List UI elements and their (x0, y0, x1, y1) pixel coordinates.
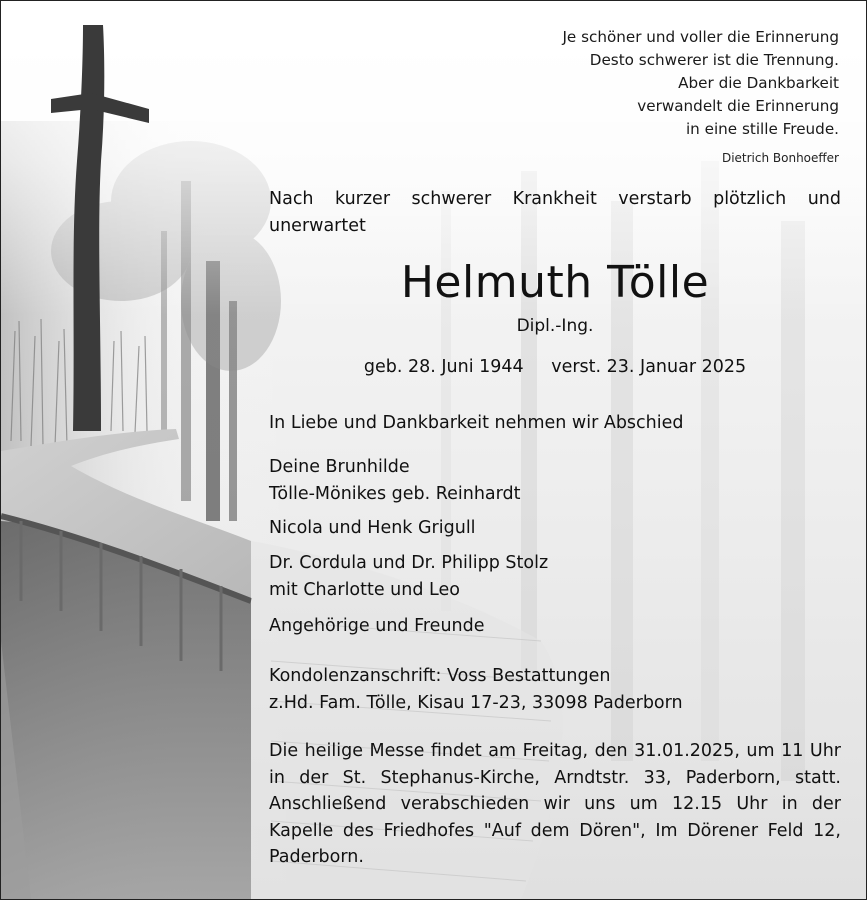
quote-line: Desto schwerer ist die Trennung. (589, 51, 839, 69)
deceased-name: Helmuth Tölle (400, 257, 710, 308)
farewell-text: In Liebe und Dankbarkeit nehmen wir Abschied (269, 413, 684, 433)
mourner-line: Dr. Cordula und Dr. Philipp Stolz (269, 553, 549, 573)
mourners-group (269, 550, 841, 603)
life-dates (269, 357, 841, 377)
mourner-line: Tölle-Mönikes geb. Reinhardt (269, 483, 521, 504)
quote (419, 26, 839, 141)
condolence-line: z.Hd. Fam. Tölle, Kisau 17-23, 33098 Paderborn (269, 692, 683, 713)
intro-text: Nach kurzer schwerer Krankheit verstarb plötzlich und unerwartet (269, 189, 841, 236)
mourner-line: Nicola und Henk Grigull (269, 518, 476, 538)
condolence-line: Kondolenzanschrift: Voss Bestattungen (269, 666, 611, 686)
notice-text (269, 1, 839, 900)
mourners-group (269, 454, 841, 507)
deceased-title: Dipl.-Ing. (516, 316, 594, 336)
quote-line: Aber die Dankbarkeit (678, 74, 839, 92)
quote-line: verwandelt die Erinnerung (637, 97, 839, 115)
mourner-line: Deine Brunhilde (269, 457, 410, 477)
condolence-address (269, 663, 841, 716)
birth-date: geb. 28. Juni 1944 (363, 357, 524, 377)
death-date: verst. 23. Januar 2025 (551, 357, 747, 377)
mourners-group (269, 613, 841, 640)
quote-line: Je schöner und voller die Erinnerung (562, 28, 839, 46)
mourner-line: mit Charlotte und Leo (269, 579, 460, 600)
quote-line: in eine stille Freude. (685, 120, 839, 138)
service-info: Die heilige Messe findet am Freitag, den 31.01.2025, um 11 Uhr in der St. Stephanus-Kirche, Arndtstr. 33, Paderborn, statt. Anschließend verabschieden wir uns um 12.15 Uhr in der Kapelle des Friedhofes "Auf dem Dören", Im Dörener Feld 12, Paderborn. (269, 741, 841, 867)
mourner-line: Angehörige und Freunde (269, 616, 485, 636)
mourners-group (269, 515, 841, 542)
quote-author: Dietrich Bonhoeffer (721, 151, 839, 165)
